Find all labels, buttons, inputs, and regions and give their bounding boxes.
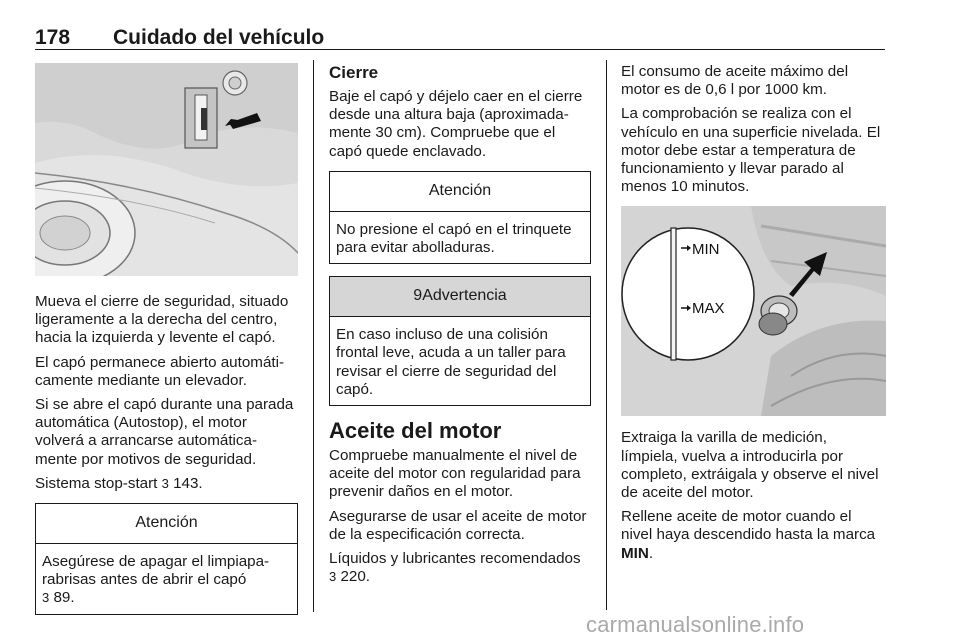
page-header: [35, 18, 885, 50]
paragraph: Baje el capó y déjelo caer en el cierre desde una altura baja (aproximada-mente 30 cm). Compruebe que el capó quede enclavado.: [329, 88, 583, 160]
page-number: 178: [35, 26, 71, 49]
paragraph: El capó permanece abierto automáti-camente mediante un elevador.: [35, 353, 285, 389]
column-middle: [329, 63, 591, 592]
page-reference-icon: 3: [329, 569, 337, 585]
page-reference-link[interactable]: 89.: [53, 589, 75, 607]
section-heading-close: Cierre: [329, 63, 379, 82]
column-right: [621, 63, 886, 569]
paragraph: Extraiga la varilla de medición, límpiela, vuelva a introducirla por completo, extráigala y observe el nivel de aceite del motor.: [621, 429, 879, 502]
column-left: [35, 63, 298, 627]
header-rule: [35, 49, 885, 50]
notice-title: Atención: [36, 504, 297, 544]
page-title: Cuidado del vehículo: [113, 26, 325, 49]
notice-text: Asegúrese de apagar el limpiapa-rabrisas antes de abrir el capó: [42, 553, 270, 589]
watermark: carmanualsonline.info: [586, 612, 805, 637]
notice-text: No presione el capó en el trinquete para evitar abolladuras.: [336, 220, 572, 257]
paragraph: El consumo de aceite máximo del motor es de 0,6 l por 1000 km.: [621, 63, 849, 99]
notice-box: [35, 503, 298, 615]
paragraph: Si se abre el capó durante una parada automática (Autostop), el motor volverá a arrancarse automática-mente por motivos de seguridad.: [35, 396, 294, 468]
paragraph: [329, 550, 591, 586]
column-divider: [606, 60, 607, 612]
warning-header: [330, 277, 590, 317]
column-divider: [313, 60, 314, 612]
paragraph: Asegurarse de usar el aceite de motor de la especificación correcta.: [329, 507, 587, 543]
paragraph-text: Sistema stop-start: [35, 474, 158, 492]
paragraph: La comprobación se realiza con el vehículo en una superficie nivelada. El motor debe estar a temperatura de funcionamiento y llevar parado al menos 10 minutos.: [621, 105, 881, 196]
paragraph-text: Rellene aceite de motor cuando el nivel haya descendido hasta la marca: [621, 508, 876, 544]
page-reference-link[interactable]: 143.: [173, 474, 203, 492]
page-reference-link[interactable]: 220.: [340, 568, 371, 586]
paragraph: Compruebe manualmente el nivel de aceite del motor con regularidad para prevenir daños en el motor.: [329, 447, 581, 501]
warning-text: En caso incluso de una colisión frontal leve, acuda a un taller para revisar el cierre de seguridad del capó.: [336, 326, 566, 398]
section-heading-engine-oil: Aceite del motor: [329, 418, 502, 444]
hood-latch-illustration: [35, 63, 298, 276]
warning-title: Advertencia: [422, 287, 507, 305]
paragraph: [35, 475, 298, 493]
dipstick-min-label: MIN: [692, 241, 720, 259]
warning-triangle-icon: 9: [413, 287, 423, 305]
warning-box: [329, 276, 591, 406]
paragraph: Mueva el cierre de seguridad, situado ligeramente a la derecha del centro, hacia la izquierda y levente el capó.: [35, 293, 289, 347]
notice-box: [329, 171, 591, 264]
paragraph: [621, 508, 886, 563]
notice-title: Atención: [330, 172, 590, 212]
paragraph-text: Líquidos y lubricantes recomendados: [329, 550, 581, 568]
page-reference-icon: 3: [161, 475, 169, 491]
dipstick-illustration: [621, 206, 886, 416]
page-reference-icon: 3: [42, 590, 50, 606]
dipstick-max-label: MAX: [692, 300, 725, 318]
paragraph-end: .: [648, 544, 654, 562]
min-mark-label: MIN: [621, 544, 649, 562]
